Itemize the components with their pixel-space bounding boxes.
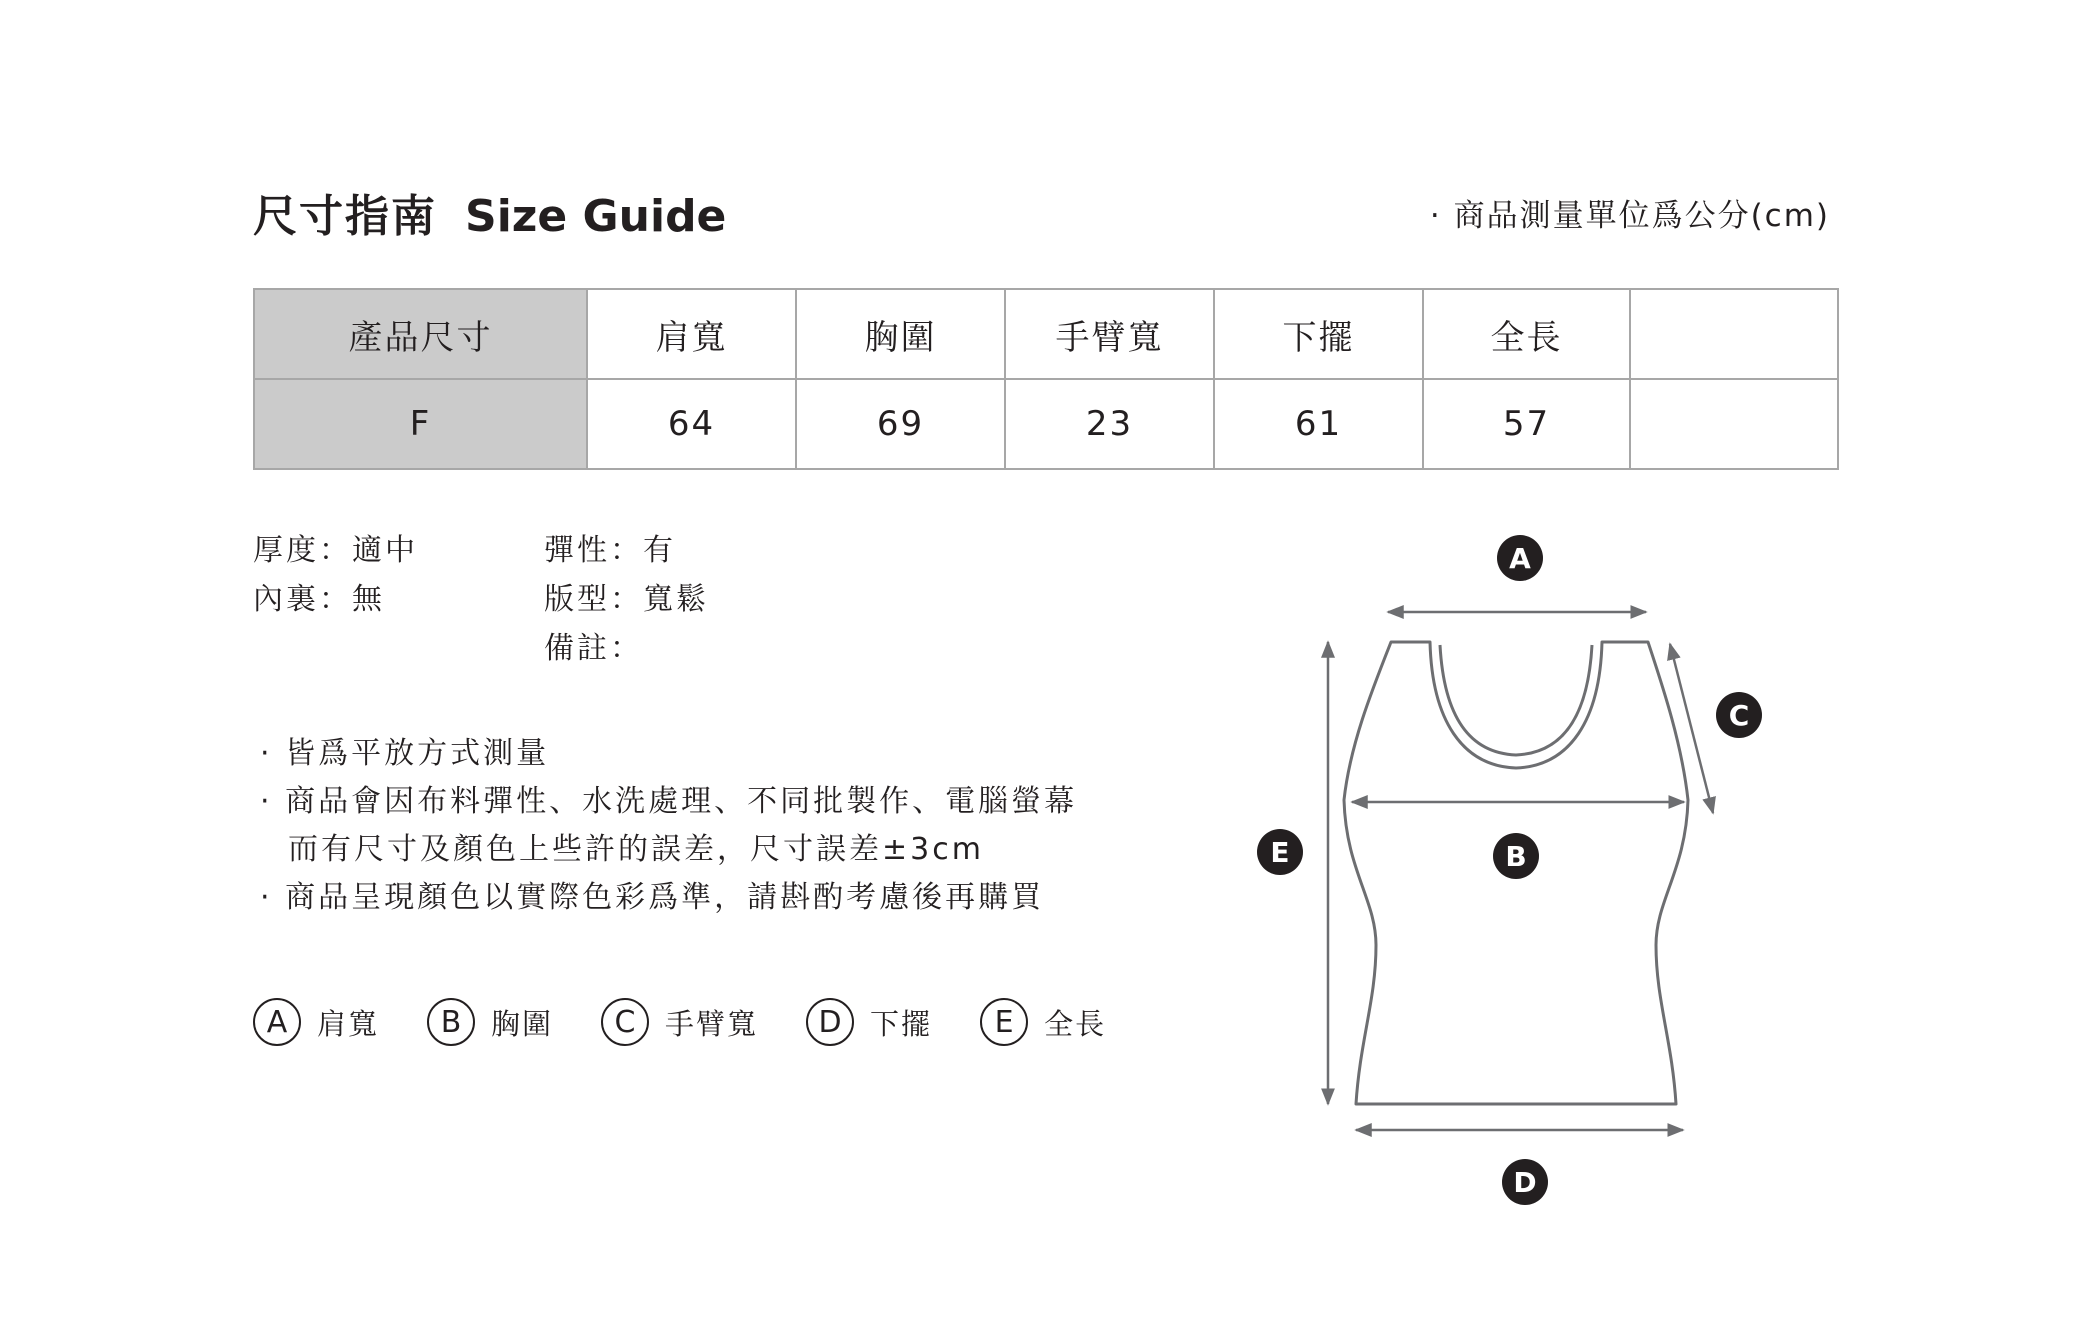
attr-lining: 內裏：無 <box>253 582 385 617</box>
arrow-c <box>1670 644 1713 813</box>
unit-note: · 商品測量單位爲公分(cm) <box>1429 198 1830 234</box>
legend-letter-b: B <box>427 998 475 1046</box>
cell-size: F <box>254 379 587 469</box>
attr-fit: 版型：寬鬆 <box>544 582 709 617</box>
cell-chest: 69 <box>796 379 1005 469</box>
legend-label-a: 肩寬 <box>317 1006 380 1041</box>
note-item: · 皆爲平放方式測量 <box>260 736 550 771</box>
legend-label-c: 手臂寬 <box>665 1006 759 1041</box>
badge-c: C <box>1716 692 1762 738</box>
header-chest: 胸圍 <box>796 289 1005 379</box>
badge-a: A <box>1497 535 1543 581</box>
note-item: · 商品會因布料彈性、水洗處理、不同批製作、電腦螢幕 <box>260 784 1078 819</box>
legend-letter-a: A <box>253 998 301 1046</box>
header-product-size: 產品尺寸 <box>254 289 587 379</box>
note-item: · 商品呈現顏色以實際色彩爲準，請斟酌考慮後再購買 <box>260 880 1045 915</box>
legend-letter-c: C <box>601 998 649 1046</box>
header-hem: 下擺 <box>1214 289 1423 379</box>
cell-hem: 61 <box>1214 379 1423 469</box>
attr-thickness: 厚度：適中 <box>253 533 418 568</box>
badge-d: D <box>1502 1159 1548 1205</box>
legend-label-b: 胸圍 <box>491 1006 554 1041</box>
cell-length: 57 <box>1423 379 1630 469</box>
legend-label-e: 全長 <box>1044 1006 1107 1041</box>
header-arm-width: 手臂寬 <box>1005 289 1214 379</box>
legend-letter-e: E <box>980 998 1028 1046</box>
note-item: 而有尺寸及顏色上些許的誤差，尺寸誤差±3cm <box>288 832 984 867</box>
title-zh: 尺寸指南 <box>253 191 437 242</box>
attr-elasticity: 彈性：有 <box>544 533 676 568</box>
badge-b: B <box>1493 833 1539 879</box>
cell-shoulder-width: 64 <box>587 379 796 469</box>
title-en: Size Guide <box>465 191 727 242</box>
legend-letter-d: D <box>806 998 854 1046</box>
badge-e: E <box>1257 829 1303 875</box>
legend-label-d: 下擺 <box>870 1006 933 1041</box>
header-shoulder-width: 肩寬 <box>587 289 796 379</box>
header-length: 全長 <box>1423 289 1630 379</box>
attr-remark: 備註： <box>544 631 643 666</box>
cell-arm-width: 23 <box>1005 379 1214 469</box>
